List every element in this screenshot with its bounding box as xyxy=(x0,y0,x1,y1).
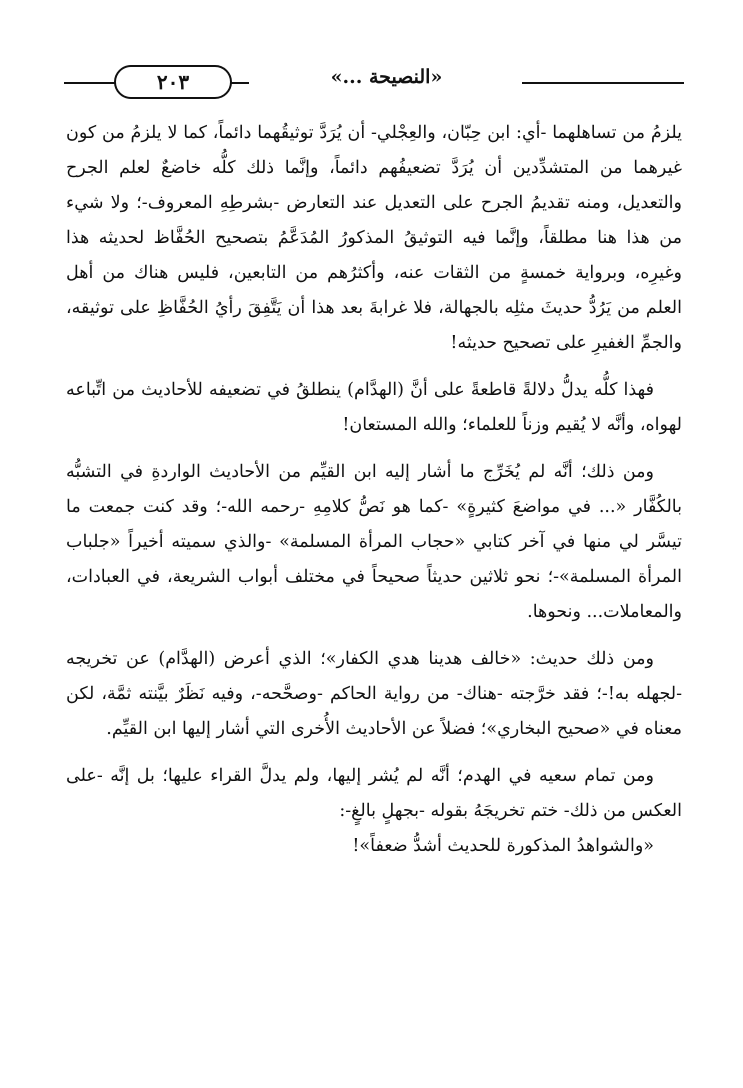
page-number: ٢٠٣ xyxy=(114,65,232,99)
closing-quote: «والشواهدُ المذكورة للحديث أشدُّ ضعفاً»! xyxy=(352,836,654,856)
header-rule-right xyxy=(522,82,684,84)
paragraph-2: فهذا كلُّه يدلُّ دلالةً قاطعةً على أنَّ (الهدَّام) ينطلقُ في تضعيفه للأحاديث من اتِّباعه لهواه، وأنَّه لا يُقيم وزناً للعلماء؛ والله المستعان! xyxy=(66,380,682,435)
paragraph-5: ومن تمام سعيه في الهدم؛ أنَّه لم يُشر إليها، ولم يدلَّ القراء عليها؛ بل إنَّه -على العكس من ذلك- ختم تخريجَهُ بقوله -بجهلٍ بالغٍ-: xyxy=(66,766,682,821)
page-header xyxy=(64,62,684,102)
paragraph-1: يلزمُ من تساهلهما -أي: ابن حِبّان، والعِجْلي- أن يُرَدَّ توثيقُهما دائماً، كما لا يلزمُ من كون غيرهما من المتشدِّدين أن يُرَدَّ تضعيفُهم دائماً، وإنَّما ذلك كلُّه خاضعٌ لعلم الجرح والتعديل، ومنه تقديمُ الجرح على التعديل عند التعارض -بشرطِهِ المعروف-؛ ولا شيء من هذا هنا مطلقاً، وإنَّما فيه التوثيقُ المذكورُ المُدَعَّمُ بتصحيح الحُفَّاظ لحديثه هذا وغيرِه، وبرواية خمسةٍ من الثقات عنه، وأكثرُهم من التابعين، فليس هناك من أهل العلم من يَرُدُّ حديثَ مثلِه بالجهالة، فلا غرابةَ بعد هذا أن يَتَّفِقَ رأيُ الحُفَّاظِ على توثيقه، والجمِّ الغفيرِ على تصحيح حديثه! xyxy=(66,123,682,353)
body-text xyxy=(66,116,682,864)
running-title: «النصيحة ...» xyxy=(330,66,443,88)
paragraph-4: ومن ذلك حديث: «خالف هدينا هدي الكفار»؛ الذي أعرض (الهدَّام) عن تخريجه -لجهله به!-؛ فقد خرَّجته -هناك- من رواية الحاكم -وصحَّحه-، وفيه نَظَرٌ بيَّنته ثمَّة، لكن معناه في «صحيح البخاري»؛ فضلاً عن الأحاديث الأُخرى التي أشار إليها ابن القيِّم. xyxy=(66,649,682,739)
paragraph-3: ومن ذلك؛ أنَّه لم يُخَرِّج ما أشار إليه ابن القيِّم من الأحاديث الواردةِ في التشبُّه بالكُفَّار «... في مواضعَ كثيرةٍ» -كما هو نَصُّ كلامِهِ -رحمه الله-؛ وقد كنت جمعت ما تيسَّر لي منها في آخر كتابي «حجاب المرأة المسلمة» -والذي سميته أخيراً «جلباب المرأة المسلمة»-؛ نحو ثلاثين حديثاً صحيحاً في مختلف أبواب الشريعة، في العبادات، والمعاملات... ونحوها. xyxy=(66,462,682,622)
